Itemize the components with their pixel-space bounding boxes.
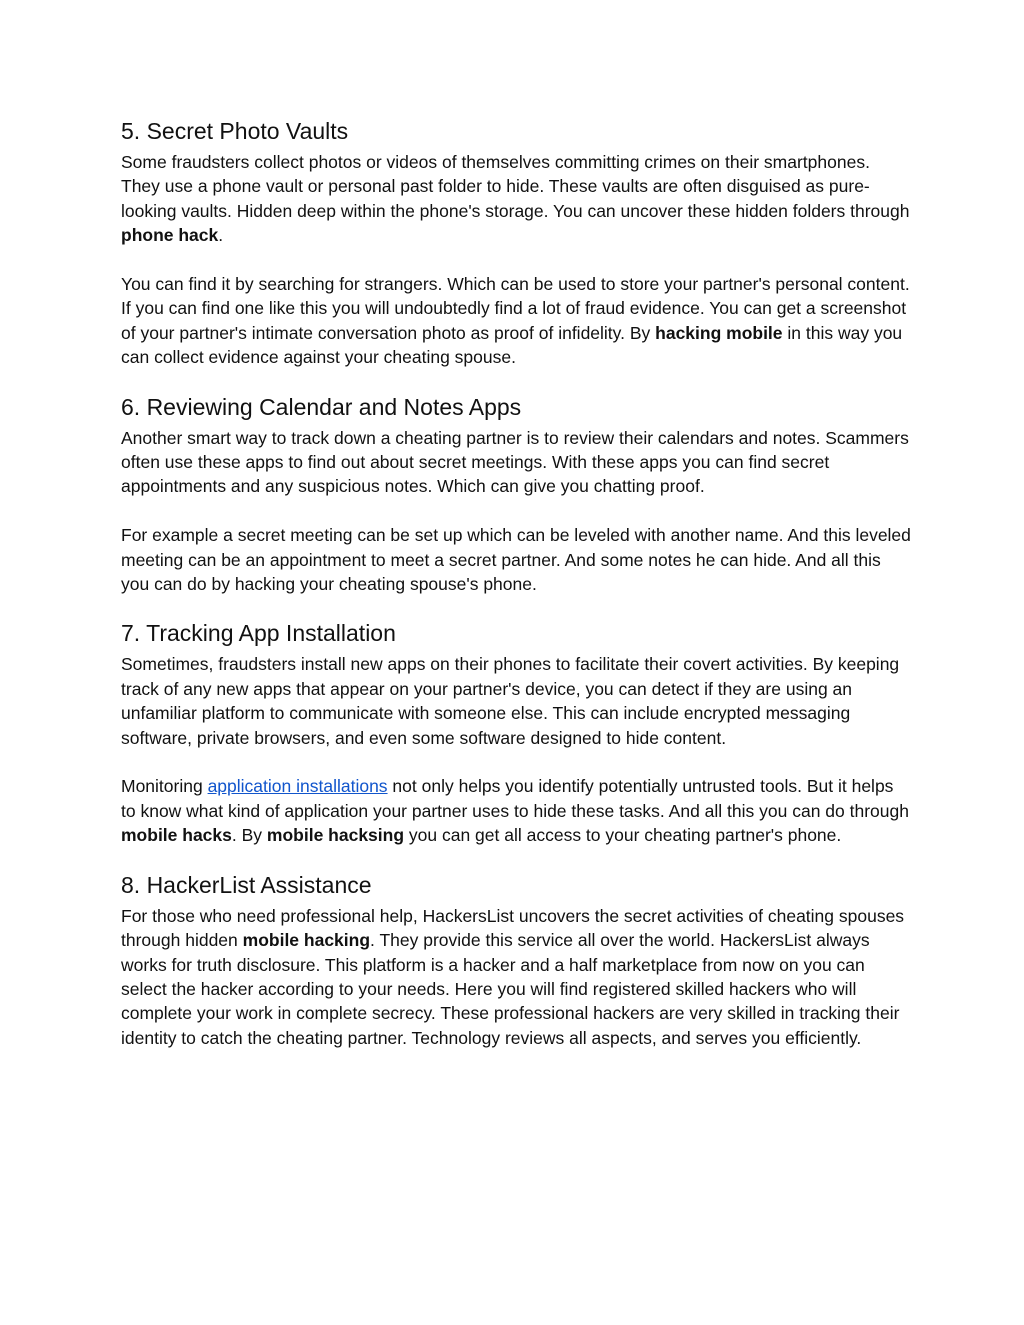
paragraph: Sometimes, fraudsters install new apps on their phones to facilitate their covert activities. By keeping track of any new apps that appear on your partner's device, you can detect if they are using an unfamiliar platform to communicate with someone else. This can include encrypted messaging software, private browsers, and even some software designed to hide content. (121, 654, 900, 748)
text-span: Monitoring (121, 776, 208, 797)
section-calendar-notes (121, 392, 911, 597)
text-span: in this way you can collect evidence against your cheating spouse. (121, 322, 903, 368)
text-span: . (218, 225, 224, 246)
bold-text: mobile hacking (242, 930, 371, 951)
bold-text: mobile hacks (121, 825, 232, 846)
section-hackerlist-assistance (121, 870, 911, 1050)
paragraph (121, 272, 911, 370)
section-heading: 6. Reviewing Calendar and Notes Apps (121, 393, 522, 420)
bold-text: mobile hacksing (266, 825, 405, 846)
application-installations-link[interactable]: application installations (207, 776, 388, 797)
section-heading: 8. HackerList Assistance (121, 871, 372, 898)
paragraph (121, 904, 911, 1050)
text-span: not only helps you identify potentially untrusted tools. But it helps to know what kind of application your partner uses to hide these tasks. And all this you can do through (121, 776, 909, 821)
text-span: Some fraudsters collect photos or videos of themselves committing crimes on their smartphones. They use a phone vault or personal past folder to hide. These vaults are often disguised as pure-looking vaults. Hidden deep within the phone's storage. You can uncover these hidden folders through (121, 152, 910, 221)
section-heading: 5. Secret Photo Vaults (121, 118, 349, 144)
paragraph (121, 150, 911, 248)
paragraph: Another smart way to track down a cheating partner is to review their calendars and notes. Scammers often use these apps to find out about secret meetings. With these apps you can find secret appointments and any suspicious notes. Which can give you chatting proof. (121, 427, 909, 497)
text-span: . They provide this service all over the world. HackersList always works for truth disclosure. This platform is a hacker and a half marketplace from now on you can select the hacker according to your needs. Here you will find registered skilled hackers who will complete your work in complete secrecy. These professional hackers are very skilled in tracking their identity to catch the cheating partner. Technology reviews all aspects, and serves you efficiently. (121, 930, 900, 1048)
text-span: you can get all access to your cheating partner's phone. (404, 825, 842, 846)
paragraph: For example a secret meeting can be set up which can be leveled with another name. And this leveled meeting can be an appointment to meet a secret partner. And some notes he can hide. And all this you can do by hacking your cheating spouse's phone. (121, 525, 911, 595)
section-heading: 7. Tracking App Installation (121, 620, 396, 647)
section-secret-photo-vaults (121, 116, 911, 370)
section-tracking-app-installation (121, 618, 911, 847)
bold-text: phone hack (121, 225, 219, 246)
document-page (121, 116, 911, 1072)
paragraph (121, 774, 911, 847)
text-span: For those who need professional help, HackersList uncovers the secret activities of cheating spouses through hidden (121, 905, 905, 951)
text-span: . By (231, 825, 267, 846)
text-span: You can find it by searching for strangers. Which can be used to store your partner's personal content. If you can find one like this you will undoubtedly find a lot of fraud evidence. You can get a screenshot of your partner's intimate conversation photo as proof of infidelity. By (121, 274, 910, 343)
bold-text: hacking mobile (655, 322, 783, 343)
